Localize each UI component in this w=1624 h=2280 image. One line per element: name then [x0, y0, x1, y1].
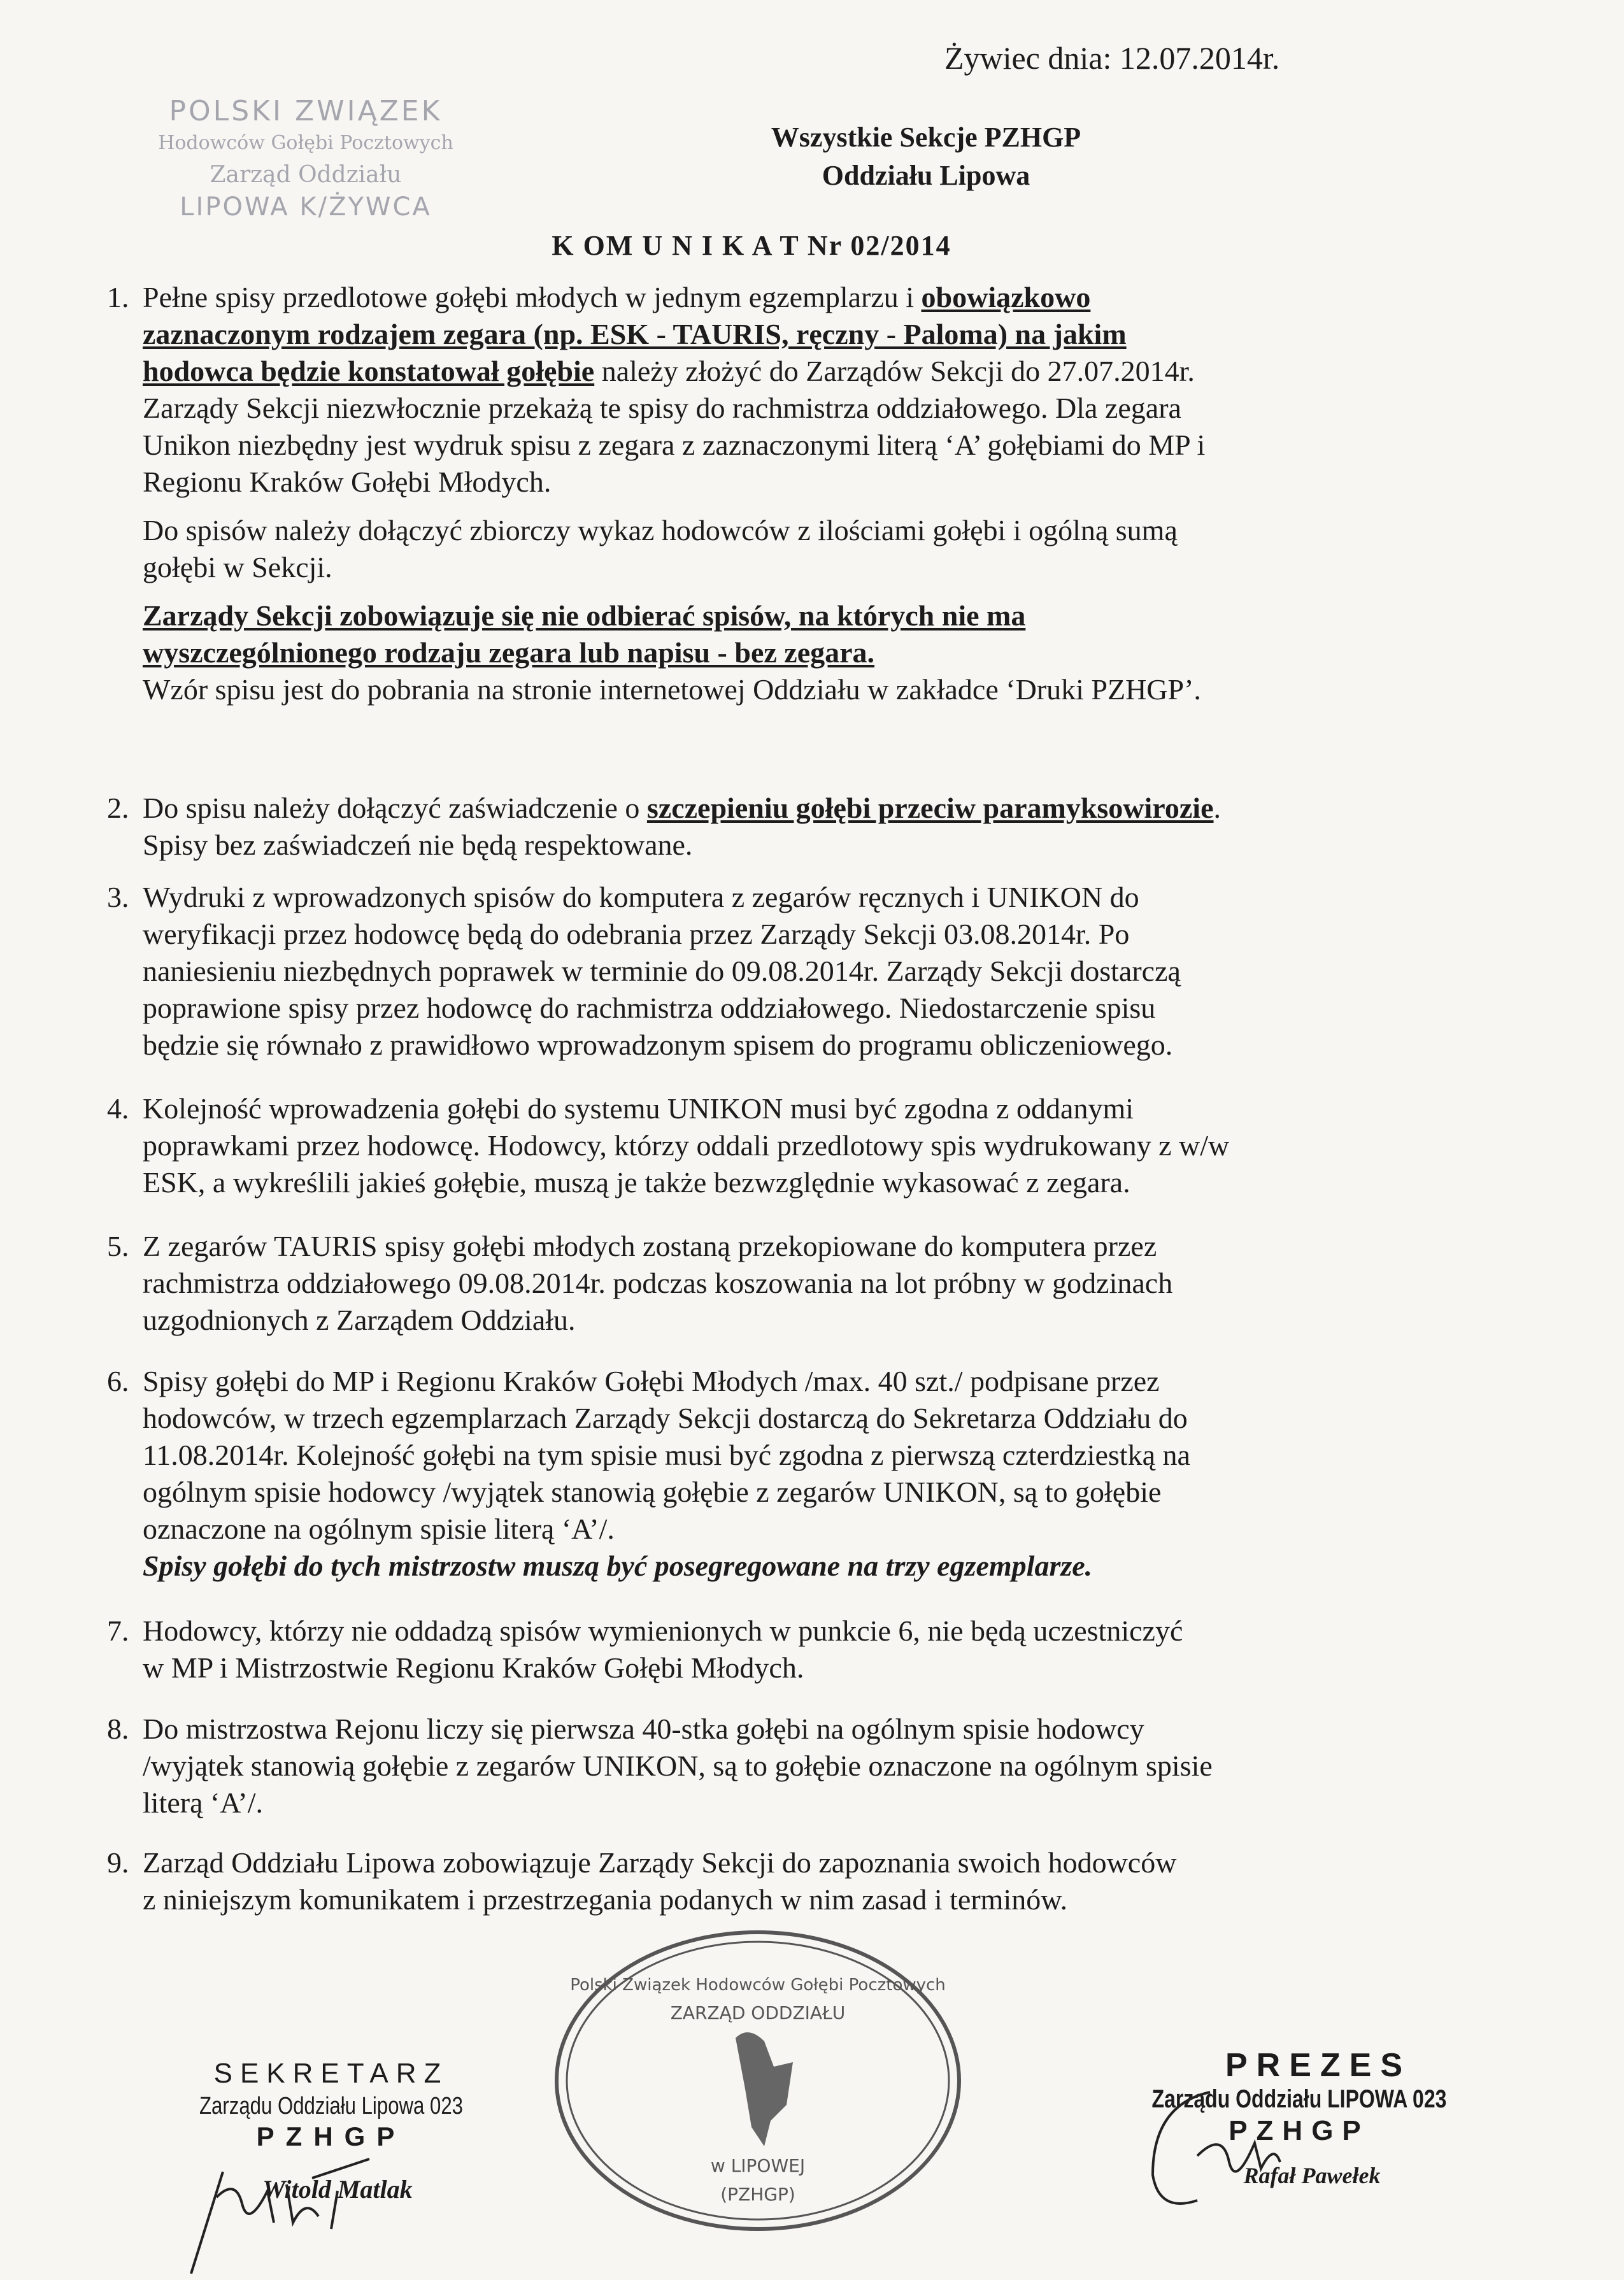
- text-segment: Wydruki z wprowadzonych spisów do komputera z zegarów ręcznych i UNIKON do: [143, 881, 1139, 913]
- recipient-line: Oddziału Lipowa: [822, 160, 1030, 191]
- stamp-line: Zarząd Oddziału: [210, 162, 402, 188]
- text-line: [143, 390, 1205, 427]
- paragraph: [143, 790, 1221, 864]
- text-segment: z niniejszym komunikatem i przestrzegania podanych w nim zasad i terminów.: [143, 1883, 1067, 1916]
- stamp-line: POLSKI ZWIĄZEK: [169, 95, 443, 127]
- text-line: [143, 990, 1181, 1027]
- text-line: [143, 1881, 1176, 1918]
- paragraph: [143, 597, 1205, 708]
- item-number: 4.: [107, 1092, 129, 1125]
- text-segment: poprawkami przez hodowcę. Hodowcy, którzy oddali przedlotowy spis wydrukowany z w/w: [143, 1129, 1230, 1162]
- text-line: [143, 1548, 1190, 1585]
- president-union: PZHGP: [1229, 2115, 1370, 2146]
- text-segment: literą ‘A’/.: [143, 1786, 264, 1819]
- text-segment: uzgodnionych z Zarządem Oddziału.: [143, 1304, 576, 1336]
- text-line: [143, 1711, 1213, 1748]
- text-segment: hodowców, w trzech egzemplarzach Zarządy Sekcji dostarczą do Sekretarza Oddziału do: [143, 1402, 1188, 1434]
- item-number: 8.: [107, 1713, 129, 1745]
- emphasized-text: wyszczególnionego rodzaju zegara lub napisu - bez zegara.: [143, 636, 875, 669]
- text-segment: Pełne spisy przedlotowe gołębi młodych w jednym egzemplarzu i: [143, 281, 922, 313]
- text-segment: będzie się równało z prawidłowo wprowadzonym spisem do programu obliczeniowego.: [143, 1029, 1173, 1061]
- text-line: [143, 1511, 1190, 1548]
- text-line: [143, 1265, 1172, 1302]
- president-name: Rafał Pawełek: [1243, 2163, 1381, 2188]
- handwritten-signature: [1127, 2067, 1318, 2213]
- paragraph: [143, 279, 1205, 501]
- text-segment: weryfikacji przez hodowcę będą do odebrania przez Zarządy Sekcji 03.08.2014r. Po: [143, 918, 1130, 950]
- text-segment: Spisy gołębi do MP i Regionu Kraków Gołębi Młodych /max. 40 szt./ podpisane przez: [143, 1365, 1160, 1397]
- text-line: [143, 1363, 1190, 1400]
- text-segment: Regionu Kraków Gołębi Młodych.: [143, 466, 552, 498]
- text-segment: Wzór spisu jest do pobrania na stronie internetowej Oddziału w zakładce ‘Druki PZHGP’.: [143, 673, 1201, 706]
- text-segment: Unikon niezbędny jest wydruk spisu z zegara z zaznaczonymi literą ‘A’ gołębiami do MP i: [143, 429, 1206, 461]
- text-line: [143, 827, 1221, 864]
- paragraph: [143, 1613, 1183, 1686]
- text-segment: 11.08.2014r. Kolejność gołębi na tym spisie musi być zgodna z pierwszą czterdziestką na: [143, 1439, 1190, 1471]
- text-line: [143, 316, 1205, 353]
- item-number: 9.: [107, 1846, 129, 1879]
- item-body: [143, 279, 1205, 708]
- stamp-bottom: (PZHGP): [720, 2184, 795, 2205]
- text-line: [143, 464, 1205, 501]
- item-number: 5.: [107, 1230, 129, 1262]
- text-segment: Do spisu należy dołączyć zaświadczenie o: [143, 792, 647, 824]
- pigeon-emblem-icon: [736, 2032, 793, 2146]
- item-number: 6.: [107, 1365, 129, 1397]
- text-line: [143, 916, 1181, 953]
- emphasized-text: obowiązkowo: [921, 281, 1091, 313]
- handwritten-signature: [178, 2153, 395, 2280]
- stamp-outer-text: Polski Związek Hodowców Gołębi Pocztowych: [570, 1976, 946, 1995]
- text-segment: w MP i Mistrzostwie Regionu Kraków Gołębi Młodych.: [143, 1651, 804, 1684]
- text-segment: Hodowcy, którzy nie oddadzą spisów wymienionych w punkcie 6, nie będą uczestniczyć: [143, 1614, 1183, 1647]
- item-body: [143, 1363, 1190, 1585]
- text-line: [143, 549, 1205, 586]
- emphasized-text: hodowca będzie konstatował gołębie: [143, 355, 595, 387]
- paragraph: [143, 1844, 1176, 1918]
- text-segment: gołębi w Sekcji.: [143, 551, 332, 583]
- text-line: [143, 1127, 1229, 1164]
- text-segment: Zarząd Oddziału Lipowa zobowiązuje Zarządy Sekcji do zapoznania swoich hodowców: [143, 1846, 1177, 1879]
- item-body: [143, 1844, 1176, 1918]
- item-body: [143, 790, 1221, 864]
- item-body: [143, 879, 1181, 1064]
- recipient-line: Wszystkie Sekcje PZHGP: [771, 122, 1081, 153]
- president-org: Zarządu Oddziału LIPOWA 023: [1151, 2085, 1447, 2113]
- text-line: [143, 1437, 1190, 1474]
- text-line: [143, 790, 1221, 827]
- text-line: [143, 1164, 1229, 1201]
- text-segment: rachmistrza oddziałowego 09.08.2014r. podczas koszowania na lot próbny w godzinach: [143, 1267, 1173, 1299]
- paragraph: [143, 1090, 1229, 1201]
- text-line: [143, 953, 1181, 990]
- item-number: 1.: [107, 281, 129, 313]
- text-line: [143, 427, 1205, 464]
- text-segment: Z zegarów TAURIS spisy gołębi młodych zostaną przekopiowane do komputera przez: [143, 1230, 1157, 1262]
- stamp-inner-text: ZARZĄD ODDZIAŁU: [670, 2002, 846, 2023]
- text-line: [143, 1844, 1176, 1881]
- text-line: [143, 1302, 1172, 1339]
- text-segment: Zarządy Sekcji niezwłocznie przekażą te spisy do rachmistrza oddziałowego. Dla zegara: [143, 392, 1181, 424]
- text-segment: naniesieniu niezbędnych poprawek w terminie do 09.08.2014r. Zarządy Sekcji dostarczą: [143, 955, 1181, 987]
- text-line: [143, 353, 1205, 390]
- paragraph: [143, 1363, 1190, 1585]
- document-date: Żywiec dnia: 12.07.2014r.: [944, 40, 1280, 76]
- emphasized-text: szczepieniu gołębi przeciw paramyksowirozie: [646, 792, 1214, 824]
- text-segment: Spisy bez zaświadczeń nie będą respektowane.: [143, 829, 693, 861]
- text-segment: /wyjątek stanowią gołębie z zegarów UNIKON, są to gołębie oznaczone na ogólnym spisie: [143, 1749, 1213, 1782]
- text-line: [143, 1785, 1213, 1821]
- document-title: K OM U N I K A T Nr 02/2014: [552, 230, 951, 261]
- stamp-inner-bottom: w LIPOWEJ: [710, 2155, 806, 2176]
- item-number: 7.: [107, 1614, 129, 1647]
- text-line: [143, 1027, 1181, 1064]
- secretary-name: Witold Matlak: [262, 2175, 413, 2204]
- text-line: [143, 1649, 1183, 1686]
- text-line: [143, 1748, 1213, 1785]
- text-line: [143, 279, 1205, 316]
- secretary-union: PZHGP: [256, 2121, 406, 2151]
- text-line: [143, 597, 1205, 634]
- text-segment: poprawione spisy przez hodowcę do rachmistrza oddziałowego. Niedostarczenie spisu: [143, 992, 1156, 1024]
- item-number: 2.: [107, 792, 129, 824]
- text-line: [143, 512, 1205, 549]
- paragraph: [143, 512, 1205, 586]
- text-segment: ESK, a wykreślili jakieś gołębie, muszą je także bezwzględnie wykasować z zegara.: [143, 1166, 1130, 1199]
- president-role: PREZES: [1225, 2047, 1412, 2084]
- text-segment: oznaczone na ogólnym spisie literą ‘A’/.: [143, 1513, 615, 1545]
- text-segment: Do spisów należy dołączyć zbiorczy wykaz hodowców z ilościami gołębi i ogólną sumą: [143, 514, 1178, 546]
- round-stamp: [554, 1930, 962, 2232]
- text-line: [143, 1400, 1190, 1437]
- text-line: [143, 634, 1205, 671]
- emphasized-text: Zarządy Sekcji zobowiązuje się nie odbierać spisów, na których nie ma: [143, 599, 1026, 632]
- secretary-org: Zarządu Oddziału Lipowa 023: [199, 2093, 463, 2120]
- president-signature-block: [1108, 2048, 1490, 2204]
- text-segment: Kolejność wprowadzenia gołębi do systemu UNIKON musi być zgodna z oddanymi: [143, 1092, 1134, 1125]
- text-line: [143, 1090, 1229, 1127]
- text-segment: ogólnym spisie hodowcy /wyjątek stanowią gołębie z zegarów UNIKON, są to gołębie: [143, 1476, 1162, 1508]
- item-body: [143, 1711, 1213, 1821]
- emphasized-text: zaznaczonym rodzajem zegara (np. ESK - TAURIS, ręczny - Paloma) na jakim: [143, 318, 1127, 350]
- stamp-line: Hodowców Gołębi Pocztowych: [158, 132, 453, 154]
- secretary-role: SEKRETARZ: [213, 2058, 449, 2089]
- text-line: [143, 1474, 1190, 1511]
- item-body: [143, 1613, 1183, 1686]
- header-stamp: [127, 96, 484, 223]
- paragraph: [143, 879, 1181, 1064]
- item-body: [143, 1090, 1229, 1201]
- item-number: 3.: [107, 881, 129, 913]
- text-segment: .: [1213, 792, 1222, 824]
- text-line: [143, 879, 1181, 916]
- text-segment: należy złożyć do Zarządów Sekcji do 27.07.2014r.: [594, 355, 1195, 387]
- item-body: [143, 1228, 1172, 1339]
- secretary-signature-block: [153, 2057, 509, 2228]
- emphasized-text: Spisy gołębi do tych mistrzostw muszą być posegregowane na trzy egzemplarze.: [143, 1550, 1093, 1582]
- text-segment: Do mistrzostwa Rejonu liczy się pierwsza 40-stka gołębi na ogólnym spisie hodowcy: [143, 1713, 1144, 1745]
- paragraph: [143, 1228, 1172, 1339]
- stamp-line: LIPOWA K/ŻYWCA: [180, 192, 432, 222]
- text-line: [143, 671, 1205, 708]
- paragraph: [143, 1711, 1213, 1821]
- text-line: [143, 1613, 1183, 1649]
- text-line: [143, 1228, 1172, 1265]
